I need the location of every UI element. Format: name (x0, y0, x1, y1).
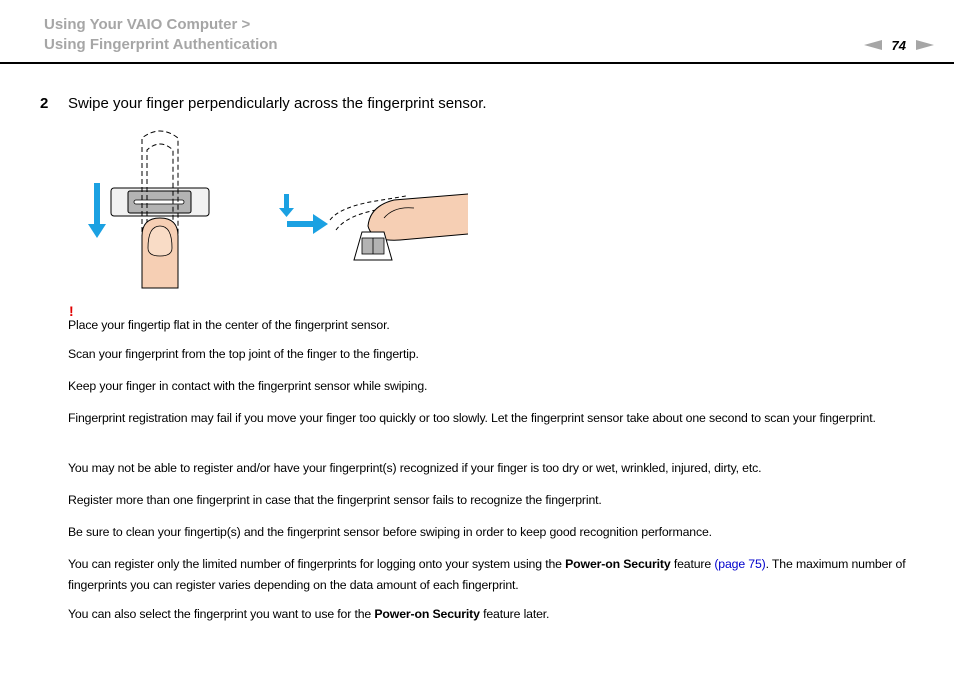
down-arrow-small-icon (279, 194, 294, 217)
page-header (0, 0, 954, 64)
note-text: . The maximum number of fingerprints you can register varies depending on the data amount of each fingerprint. (68, 557, 906, 592)
finger-side-view (330, 194, 468, 240)
note-fingerprint-limit (68, 554, 918, 596)
note-register-multiple: Register more than one fingerprint in case that the fingerprint sensor fails to recognize the fingerprint. (68, 493, 602, 507)
breadcrumb-parent[interactable]: Using Your VAIO Computer > (44, 16, 251, 33)
header-divider (0, 62, 954, 64)
fingerprint-swipe-illustration (84, 128, 484, 293)
note-scan-direction: Scan your fingerprint from the top joint of the finger to the fingertip. (68, 347, 419, 361)
page-number: 74 (891, 37, 906, 53)
step-instruction (40, 95, 487, 112)
warning-icon: ! (69, 303, 74, 319)
note-select-fingerprint (68, 604, 918, 625)
note-fingertip-placement: Place your fingertip flat in the center of the fingerprint sensor. (68, 318, 390, 332)
note-text: feature later. (479, 607, 550, 621)
fingerprint-sensor-top-view (111, 188, 209, 216)
power-on-security-term: Power-on Security (374, 607, 480, 621)
page-75-link[interactable]: (page 75) (714, 557, 766, 571)
right-arrow-icon (287, 214, 328, 234)
note-clean-sensor: Be sure to clean your fingertip(s) and the fingerprint sensor before swiping in order to keep good recognition performance. (68, 525, 712, 539)
note-text: You can register only the limited number of fingerprints for logging onto your system using the (68, 557, 566, 571)
note-finger-condition: You may not be able to register and/or have your fingerprint(s) recognized if your finger is too dry or wet, wrinkled, injured, dirty, etc. (68, 461, 762, 475)
breadcrumb-current: Using Fingerprint Authentication (44, 36, 278, 53)
note-keep-contact: Keep your finger in contact with the fingerprint sensor while swiping. (68, 379, 428, 393)
note-text: You can also select the fingerprint you want to use for the (68, 607, 375, 621)
page-navigation (864, 36, 934, 54)
previous-page-icon[interactable] (864, 40, 882, 50)
power-on-security-term: Power-on Security (565, 557, 671, 571)
step-number: 2 (40, 95, 49, 112)
next-page-icon[interactable] (916, 40, 934, 50)
step-text: Swipe your finger perpendicularly across the fingerprint sensor. (68, 95, 487, 112)
note-text: feature (670, 557, 715, 571)
note-swipe-speed: Fingerprint registration may fail if you move your finger too quickly or too slowly. Let the fingerprint sensor take about one second to scan your fingerprint. (68, 411, 876, 425)
down-arrow-icon (88, 183, 106, 238)
